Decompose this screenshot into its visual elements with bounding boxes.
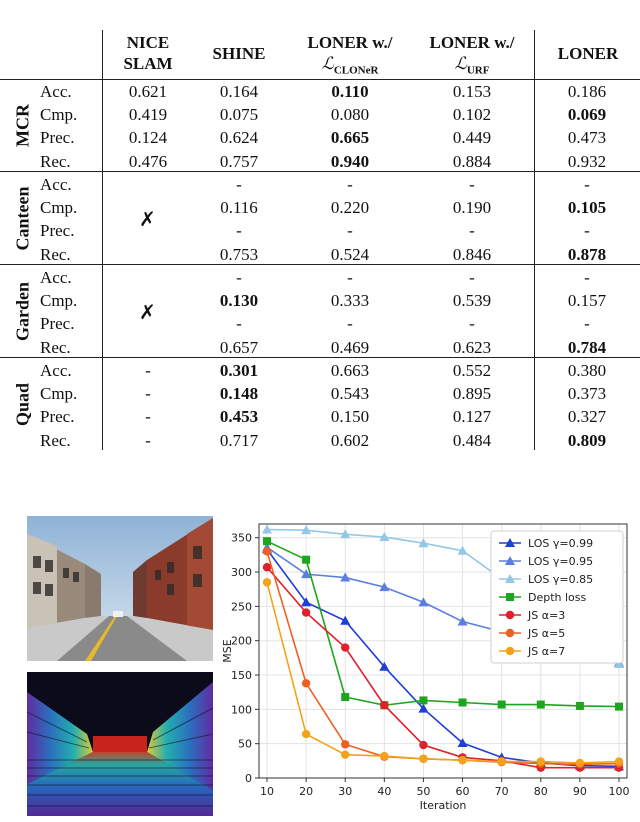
- y-tick-label: 150: [231, 669, 252, 683]
- metric-label: Rec.: [40, 430, 71, 450]
- table-cell: 0.543: [330, 384, 370, 404]
- street-scene-illustration: [27, 516, 213, 661]
- table-cell: 0.127: [452, 407, 492, 427]
- x-tick-label: 90: [572, 785, 587, 798]
- table-cell: -: [236, 175, 242, 194]
- data-point: [263, 537, 271, 545]
- column-divider: [534, 30, 535, 450]
- table-cell: -: [236, 314, 242, 334]
- legend-entry: JS α=7: [528, 645, 566, 658]
- data-point: [302, 679, 310, 687]
- data-point: [615, 757, 623, 765]
- legend-entry: JS α=5: [528, 627, 566, 640]
- table-cell: -: [145, 384, 151, 404]
- table-cell: 0.110: [331, 82, 369, 101]
- table-cell: 0.419: [128, 105, 168, 125]
- table-cell: 0.476: [128, 151, 168, 171]
- col-header-loner-urf: LONER w./ ℒ$_{URF}$: [429, 33, 515, 77]
- data-point: [459, 698, 467, 706]
- table-cell: 0.116: [220, 198, 258, 218]
- data-point: [263, 578, 271, 586]
- x-tick-label: 10: [260, 785, 274, 798]
- legend-entry: Depth loss: [528, 591, 587, 604]
- data-point: [302, 608, 310, 616]
- data-point: [341, 693, 349, 701]
- table-cell: 0.484: [452, 430, 492, 450]
- x-tick-label: 40: [377, 785, 392, 798]
- metric-label: Rec.: [40, 244, 71, 264]
- data-point: [497, 757, 505, 765]
- table-cell: 0.932: [567, 151, 607, 171]
- table-cell: -: [584, 175, 590, 194]
- x-tick-label: 70: [494, 785, 509, 798]
- legend-entry: LOS γ=0.85: [528, 573, 594, 586]
- data-point: [458, 756, 466, 764]
- table-cell: 0.301: [219, 361, 259, 380]
- table-cell: 0.327: [567, 407, 607, 427]
- legend-entry: LOS γ=0.95: [528, 555, 594, 568]
- group-label-canteen: Canteen: [12, 186, 33, 250]
- table-cell: 0.130: [219, 291, 259, 311]
- table-cell: 0.665: [330, 128, 370, 148]
- col-header-nice-slam: NICE SLAM: [123, 33, 173, 73]
- group-label-garden: Garden: [12, 281, 33, 341]
- table-cell: 0.453: [219, 407, 259, 427]
- data-point: [615, 703, 623, 711]
- metric-label: Prec.: [40, 128, 75, 148]
- table-cell: 0.164: [219, 82, 259, 101]
- table-cell: -: [584, 314, 590, 334]
- table-cell: 0.124: [128, 128, 168, 148]
- metric-label: Prec.: [40, 314, 75, 334]
- table-cell: 0.539: [452, 291, 492, 311]
- table-cell: 0.624: [219, 128, 259, 148]
- metric-label: Rec.: [40, 337, 71, 357]
- y-tick-label: 0: [245, 772, 252, 785]
- metric-label: Acc.: [40, 82, 72, 101]
- group-label-mcr: MCR: [12, 103, 33, 147]
- table-cell: -: [469, 221, 475, 241]
- table-cell: -: [584, 268, 590, 287]
- table-cell: 0.102: [452, 105, 492, 125]
- x-tick-label: 50: [416, 785, 431, 798]
- table-cell: 0.469: [330, 337, 370, 357]
- table-cell: 0.809: [567, 430, 607, 450]
- data-point: [263, 547, 271, 555]
- not-applicable-mark: ✗: [139, 300, 156, 325]
- table-cell: -: [469, 314, 475, 334]
- x-tick-label: 30: [338, 785, 353, 798]
- data-point: [340, 616, 350, 625]
- y-tick-label: 250: [231, 600, 252, 614]
- data-point: [419, 741, 427, 749]
- table-cell: -: [145, 430, 151, 450]
- table-cell: 0.105: [567, 198, 607, 218]
- table-cell: 0.333: [330, 291, 370, 311]
- mse-line-chart: [215, 513, 640, 817]
- data-point: [419, 755, 427, 763]
- table-cell: 0.075: [219, 105, 259, 125]
- table-cell: 0.157: [567, 291, 607, 311]
- data-point: [419, 696, 427, 704]
- table-cell: 0.069: [567, 105, 607, 125]
- table-cell: 0.552: [452, 361, 492, 380]
- table-cell: 0.150: [330, 407, 370, 427]
- metric-label: Acc.: [40, 361, 72, 380]
- depth-point-cloud: [27, 672, 213, 816]
- y-tick-label: 350: [231, 531, 252, 545]
- table-cell: 0.080: [330, 105, 370, 125]
- legend-entry: LOS γ=0.99: [528, 537, 594, 550]
- table-cell: -: [145, 407, 151, 427]
- table-cell: 0.473: [567, 128, 607, 148]
- table-cell: 0.895: [452, 384, 492, 404]
- x-tick-label: 100: [608, 785, 630, 798]
- table-cell: 0.663: [330, 361, 370, 380]
- y-tick-label: 50: [238, 737, 252, 751]
- metric-label: Cmp.: [40, 291, 78, 311]
- data-point: [498, 701, 506, 709]
- table-cell: 0.621: [128, 82, 168, 101]
- street-scene-photo: [27, 516, 213, 661]
- table-cell: -: [145, 361, 151, 380]
- table-cell: -: [236, 221, 242, 241]
- table-cell: 0.940: [330, 151, 370, 171]
- lidar-depth-map: [27, 672, 213, 816]
- metric-label: Acc.: [40, 175, 72, 194]
- table-cell: 0.190: [452, 198, 492, 218]
- table-cell: 0.524: [330, 244, 370, 264]
- table-cell: 0.757: [219, 151, 259, 171]
- table-cell: 0.884: [452, 151, 492, 171]
- table-cell: -: [347, 221, 353, 241]
- table-cell: -: [347, 268, 353, 287]
- table-cell: 0.148: [219, 384, 259, 404]
- data-point: [341, 643, 349, 651]
- data-point: [576, 702, 584, 710]
- legend-marker: [506, 611, 514, 619]
- table-cell: 0.602: [330, 430, 370, 450]
- data-point: [537, 701, 545, 709]
- metric-label: Prec.: [40, 221, 75, 241]
- data-point: [341, 740, 349, 748]
- y-axis-label: MSE: [221, 639, 234, 663]
- legend-marker: [506, 647, 514, 655]
- table-cell: -: [236, 268, 242, 287]
- table-cell: 0.846: [452, 244, 492, 264]
- data-point: [458, 616, 468, 625]
- table-cell: 0.373: [567, 384, 607, 404]
- table-cell: 0.449: [452, 128, 492, 148]
- data-point: [380, 752, 388, 760]
- metric-label: Cmp.: [40, 384, 78, 404]
- data-point: [302, 556, 310, 564]
- metric-label: Acc.: [40, 268, 72, 287]
- x-tick-label: 80: [533, 785, 548, 798]
- legend-marker: [506, 593, 514, 601]
- table-cell: 0.186: [567, 82, 607, 101]
- y-tick-label: 300: [231, 566, 252, 580]
- data-point: [263, 563, 271, 571]
- table-cell: 0.717: [219, 430, 259, 450]
- table-cell: -: [347, 314, 353, 334]
- col-header-loner: LONER: [557, 44, 619, 63]
- table-cell: -: [584, 221, 590, 241]
- table-cell: 0.753: [219, 244, 259, 264]
- x-axis-label: Iteration: [419, 799, 467, 812]
- col-header-shine: SHINE: [212, 44, 266, 63]
- group-label-quad: Quad: [12, 382, 33, 426]
- metric-label: Prec.: [40, 407, 75, 427]
- table-cell: 0.784: [567, 337, 607, 357]
- table-cell: 0.623: [452, 337, 492, 357]
- table-cell: 0.380: [567, 361, 607, 380]
- table-cell: 0.153: [452, 82, 492, 101]
- table-cell: 0.878: [567, 244, 607, 264]
- table-cell: 0.657: [219, 337, 259, 357]
- data-point: [302, 730, 310, 738]
- data-point: [341, 750, 349, 758]
- legend-entry: JS α=3: [528, 609, 566, 622]
- data-point: [576, 759, 584, 767]
- x-tick-label: 20: [299, 785, 314, 798]
- data-point: [380, 701, 388, 709]
- not-applicable-mark: ✗: [139, 207, 156, 232]
- table-cell: -: [347, 175, 353, 194]
- metric-label: Cmp.: [40, 105, 78, 125]
- metric-label: Rec.: [40, 151, 71, 171]
- y-tick-label: 100: [231, 703, 252, 717]
- y-tick-label: 200: [231, 634, 252, 648]
- table-cell: 0.220: [330, 198, 370, 218]
- x-tick-label: 60: [455, 785, 470, 798]
- table-cell: -: [469, 268, 475, 287]
- table-cell: -: [469, 175, 475, 194]
- metric-label: Cmp.: [40, 198, 78, 218]
- data-point: [537, 757, 545, 765]
- col-header-loner-cloner: LONER w./ ℒ$_{CLONeR}$: [307, 33, 393, 77]
- legend-marker: [506, 629, 514, 637]
